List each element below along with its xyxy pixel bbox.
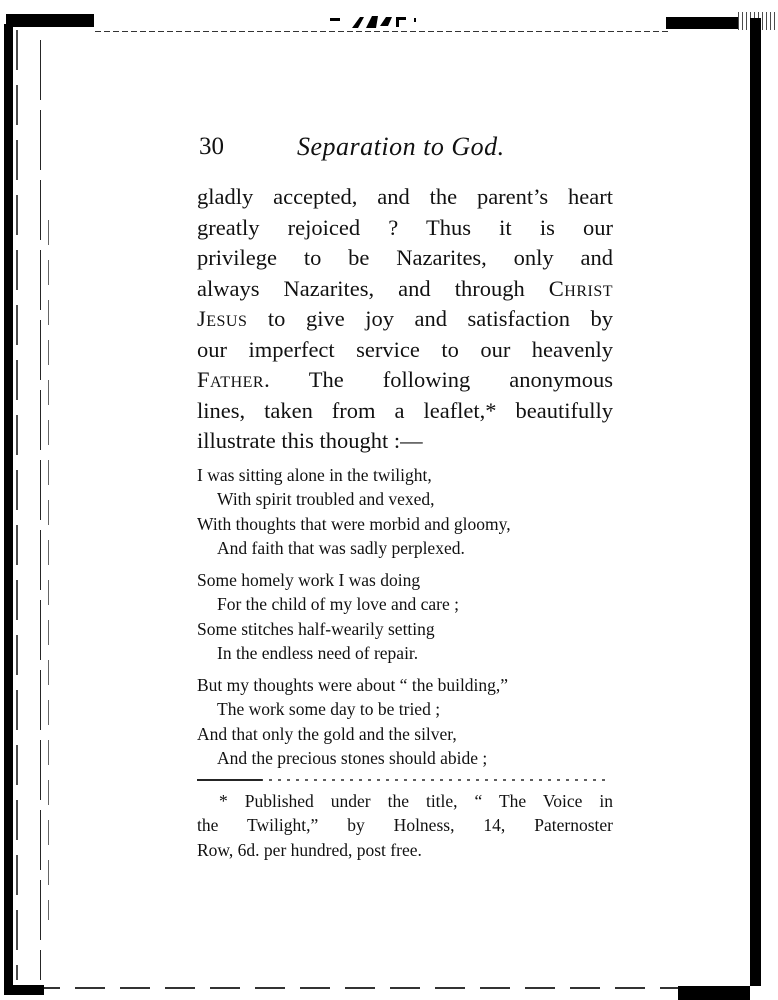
running-title: Separation to God. — [297, 132, 505, 161]
footnote-line: Row, 6d. per hundred, post free. — [197, 839, 422, 860]
scan-edge-right — [750, 18, 761, 986]
running-head — [197, 130, 613, 174]
page-number: 30 — [199, 133, 224, 160]
scan-edge-bottom-line — [30, 987, 750, 989]
book-page — [197, 130, 613, 862]
poem-line: Some homely work I was doing — [197, 569, 421, 590]
scan-edge-left-line — [16, 30, 18, 980]
poem — [197, 463, 613, 771]
footnote — [197, 789, 613, 863]
poem-line: The work some day to be tried ; — [217, 699, 441, 719]
scan-edge-left-line — [48, 220, 49, 920]
poem-line: But my thoughts were about “ the building,” — [197, 674, 509, 695]
prose-line: Father. The following anonymous — [197, 367, 613, 392]
scan-edge-left-line — [40, 40, 41, 980]
poem-line: And faith that was sadly perplexed. — [217, 538, 465, 558]
footnote-line: * Published under the title, “ The Voice in — [219, 790, 613, 811]
prose-line: greatly rejoiced ? Thus it is our — [197, 214, 613, 240]
scan-edge-top-right — [666, 17, 738, 29]
scan-edge-bottom-left — [4, 985, 44, 995]
poem-line: With thoughts that were morbid and gloomy, — [197, 513, 511, 534]
prose-line: our imperfect service to our heavenly — [197, 336, 613, 362]
scan-edge-bottom-right — [678, 986, 750, 1000]
poem-stanza — [197, 568, 613, 666]
prose-line: gladly accepted, and the parent’s heart — [197, 184, 613, 209]
poem-line: And that only the gold and the silver, — [197, 723, 457, 744]
prose-line: always Nazarites, and through Christ — [197, 275, 614, 301]
body-paragraph — [197, 182, 613, 457]
scan-smudge-top — [330, 14, 420, 30]
scan-edge-top-left — [6, 14, 94, 27]
prose-line: lines, taken from a leaflet,* beautifully — [197, 397, 613, 423]
poem-stanza — [197, 673, 613, 771]
small-caps-jesus: Jesus — [197, 306, 248, 331]
poem-line: With spirit troubled and vexed, — [217, 489, 435, 509]
small-caps-father: Father. — [197, 367, 271, 392]
poem-line: For the child of my love and care ; — [217, 594, 460, 614]
footnote-line: the Twilight,” by Holness, 14, Paternoster — [197, 815, 613, 835]
poem-line: Some stitches half-wearily setting — [197, 618, 435, 639]
poem-line: And the precious stones should abide ; — [217, 748, 488, 768]
poem-line: I was sitting alone in the twilight, — [197, 464, 432, 485]
prose-line: illustrate this thought :— — [197, 428, 423, 453]
poem-line: In the endless need of repair. — [217, 643, 419, 663]
small-caps-christ: Christ — [548, 275, 614, 301]
scan-edge-top-line — [95, 31, 670, 32]
scan-edge-left — [4, 24, 13, 990]
prose-line: Jesus to give joy and satisfaction by — [197, 306, 613, 331]
poem-stanza — [197, 463, 613, 561]
prose-line: privilege to be Nazarites, only and — [197, 245, 613, 270]
footnote-rule — [197, 779, 607, 781]
